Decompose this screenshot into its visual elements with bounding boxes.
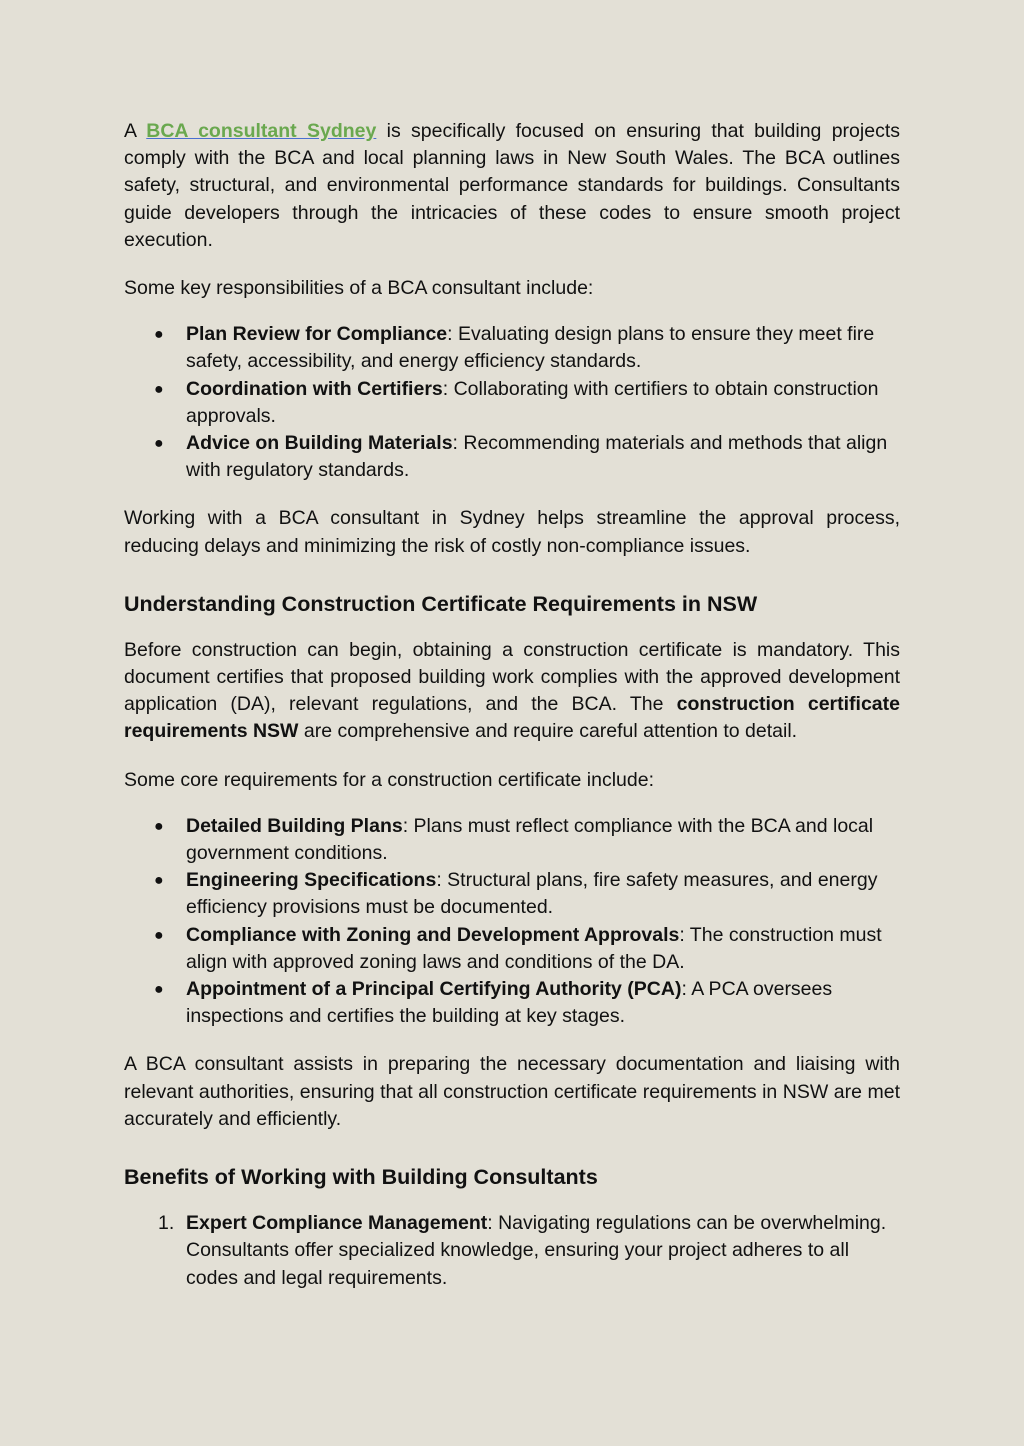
list-item-text: : Evaluating design plans to ensure they meet fire safety, accessibility, and energy efficiency standards. <box>186 323 875 373</box>
requirements-intro: Some core requirements for a construction certificate include: <box>124 768 654 791</box>
bullet-icon: ● <box>154 435 164 453</box>
intro-prefix: A <box>124 120 147 142</box>
list-item-text: : Structural plans, fire safety measures, and energy efficiency provisions must be documented. <box>186 869 878 919</box>
working-paragraph: Working with a BCA consultant in Sydney helps streamline the approval process, reducing delays and minimizing the risk of costly non-compliance issues. <box>124 507 900 557</box>
bullet-icon: ● <box>154 326 164 344</box>
list-item-text: : Collaborating with certifiers to obtain construction approvals. <box>186 377 879 427</box>
list-item-term: Expert Compliance Management <box>186 1212 488 1235</box>
certificate-para-bold: construction certificate requirements NSW <box>124 693 900 743</box>
bca-consultant-sydney-link[interactable]: BCA consultant Sydney <box>146 120 377 142</box>
list-item-text: : Navigating regulations can be overwhelming. Consultants offer specialized knowledge, ensuring your project adheres to all codes and legal requirements. <box>186 1212 887 1289</box>
list-item <box>124 430 900 484</box>
responsibilities-list <box>124 321 900 484</box>
list-item <box>124 867 900 921</box>
bullet-icon: ● <box>154 872 164 890</box>
certificate-para-start: Before construction can begin, obtaining a construction certificate is mandatory. This document certifies that proposed building work complies with the approved development application (DA), relevant regulations, and the BCA. The <box>124 638 900 716</box>
closing-paragraph: A BCA consultant assists in preparing the necessary documentation and liaising with relevant authorities, ensuring that all construction certificate requirements in NSW are met accurately and efficiently. <box>124 1053 900 1130</box>
list-item <box>124 976 900 1030</box>
list-item-text: : Plans must reflect compliance with the BCA and local government conditions. <box>186 814 874 865</box>
list-item-text: : Recommending materials and methods that align with regulatory standards. <box>186 432 888 482</box>
list-item <box>124 813 900 867</box>
list-number: 1. <box>158 1212 175 1235</box>
list-item-term: Detailed Building Plans <box>186 814 403 837</box>
certificate-paragraph <box>124 637 900 746</box>
requirements-list <box>124 813 900 1031</box>
bullet-icon: ● <box>154 817 164 835</box>
bullet-icon: ● <box>154 981 164 999</box>
list-item-term: Engineering Specifications <box>186 869 437 892</box>
list-item-term: Coordination with Certifiers <box>186 377 443 400</box>
responsibilities-intro: Some key responsibilities of a BCA consultant include: <box>124 277 594 300</box>
bullet-icon: ● <box>154 380 164 398</box>
list-item <box>124 376 900 430</box>
bullet-icon: ● <box>154 926 164 944</box>
list-item-term: Advice on Building Materials <box>186 432 453 455</box>
section-heading-benefits: Benefits of Working with Building Consultants <box>124 1165 598 1190</box>
list-item-term: Compliance with Zoning and Development Approvals <box>186 923 680 946</box>
list-item <box>124 1210 900 1292</box>
list-item <box>124 321 900 375</box>
list-item-text: : The construction must align with approved zoning laws and conditions of the DA. <box>186 923 882 973</box>
list-item-term: Appointment of a Principal Certifying Authority (PCA) <box>186 978 682 1001</box>
intro-paragraph <box>124 118 900 254</box>
list-item-term: Plan Review for Compliance <box>186 323 448 346</box>
section-heading-certificate: Understanding Construction Certificate Requirements in NSW <box>124 591 758 616</box>
document-page <box>124 118 900 1292</box>
benefits-list <box>124 1210 900 1292</box>
list-item-text: : A PCA oversees inspections and certifies the building at key stages. <box>186 978 833 1028</box>
intro-suffix: is specifically focused on ensuring that building projects comply with the BCA and local planning laws in New South Wales. The BCA outlines safety, structural, and environmental performance standards for buildings. Consultants guide developers through the intricacies of these codes to ensure smooth project execution. <box>124 120 900 251</box>
list-item <box>124 922 900 976</box>
certificate-para-end: are comprehensive and require careful attention to detail. <box>298 720 798 743</box>
